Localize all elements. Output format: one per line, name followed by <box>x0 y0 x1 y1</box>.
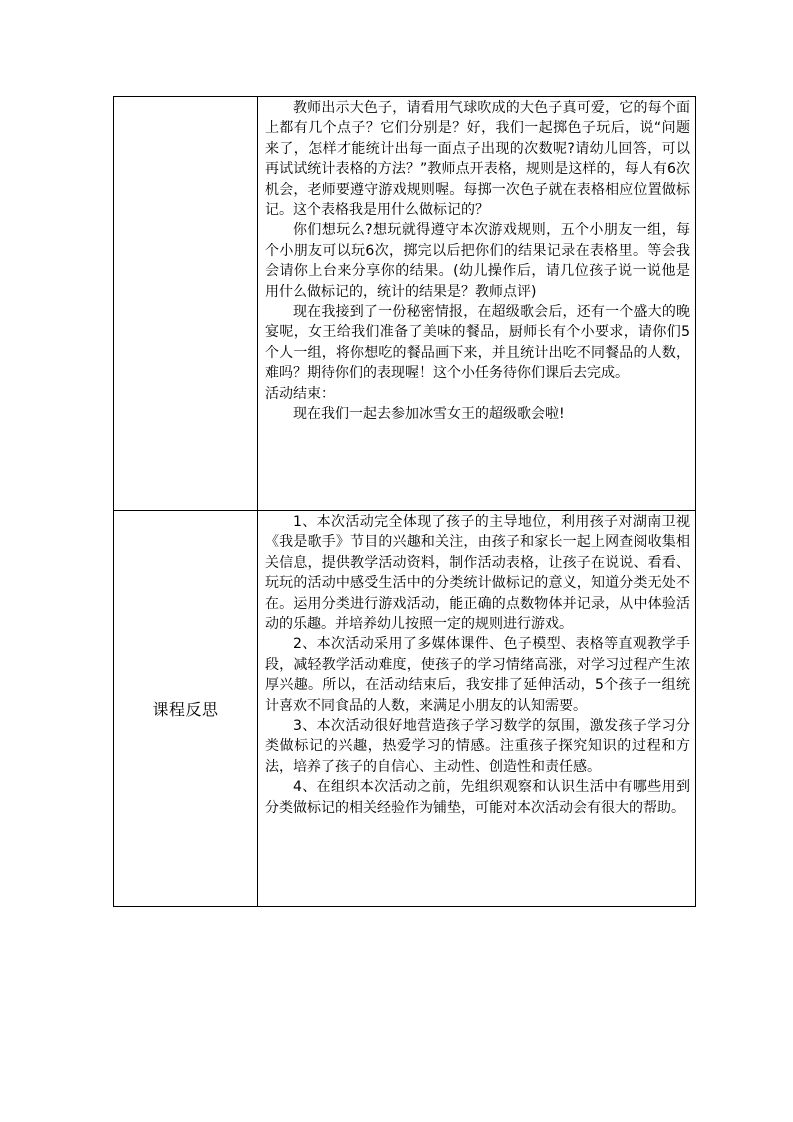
paragraph: 现在我接到了一份秘密情报，在超级歌会后，还有一个盛大的晚宴呢，女王给我们准备了美味的餐品，厨师长有个小要求，请你们5个人一组，将你想吃的餐品画下来，并且统计出吃不同餐品的人数，难吗？期待你们的表现喔！这个小任务待你们课后去完成。 <box>265 304 690 382</box>
section-heading-activity-end: 活动结束： <box>265 385 335 402</box>
course-reflection-row <box>114 511 696 907</box>
row-label-cell <box>114 97 258 511</box>
reflection-item-3: 3、本次活动很好地营造孩子学习数学的氛围，激发孩子学习分类做标记的兴趣，热爱学习的情感。注重孩子探究知识的过程和方法，培养了孩子的自信心、主动性、创造性和责任感。 <box>265 718 690 775</box>
paragraph: 现在我们一起去参加冰雪女王的超级歌会啦! <box>293 406 565 423</box>
activity-process-row <box>114 97 696 511</box>
reflection-item-2: 2、本次活动采用了多媒体课件、色子模型、表格等直观教学手段，减轻教学活动难度，使孩子的学习情绪高涨，对学习过程产生浓厚兴趣。所以，在活动结束后，我安排了延伸活动，5个孩子一组统计喜欢不同食品的人数，来满足小朋友的认知需要。 <box>265 636 690 714</box>
course-reflection-label: 课程反思 <box>114 511 258 907</box>
reflection-item-1: 1、本次活动完全体现了孩子的主导地位，利用孩子对湖南卫视《我是歌手》节目的兴趣和关注，由孩子和家长一起上网查阅收集相关信息，提供教学活动资料，制作活动表格，让孩子在说说、看看、玩玩的活动中感受生活中的分类统计做标记的意义，知道分类无处不在。运用分类进行游戏活动，能正确的点数物体并记录，从中体验活动的乐趣。并培养幼儿按照一定的规则进行游戏。 <box>265 514 690 633</box>
reflection-content-cell <box>258 511 696 907</box>
paragraph: 你们想玩么?想玩就得遵守本次游戏规则，五个小朋友一组，每个小朋友可以玩6次，掷完以后把你们的结果记录在表格里。等会我会请你上台来分享你的结果。(幼儿操作后，请几位孩子说一说他是用什么做标记的，统计的结果是？教师点评) <box>265 222 690 300</box>
reflection-item-4: 4、在组织本次活动之前，先组织观察和认识生活中有哪些用到分类做标记的相关经验作为铺垫，可能对本次活动会有很大的帮助。 <box>265 779 690 816</box>
paragraph: 教师出示大色子，请看用气球吹成的大色子真可爱，它的每个面上都有几个点子？它们分别是？好，我们一起掷色子玩后，说“问题来了，怎样才能统计出每一面点子出现的次数呢?请幼儿回答，可以再试试统计表格的方法？”教师点开表格，规则是这样的，每人有6次机会，老师要遵守游戏规则喔。每掷一次色子就在表格相应位置做标记。这个表格我是用什么做标记的？ <box>265 100 690 219</box>
activity-content-cell <box>258 97 696 511</box>
lesson-plan-table <box>113 96 696 907</box>
